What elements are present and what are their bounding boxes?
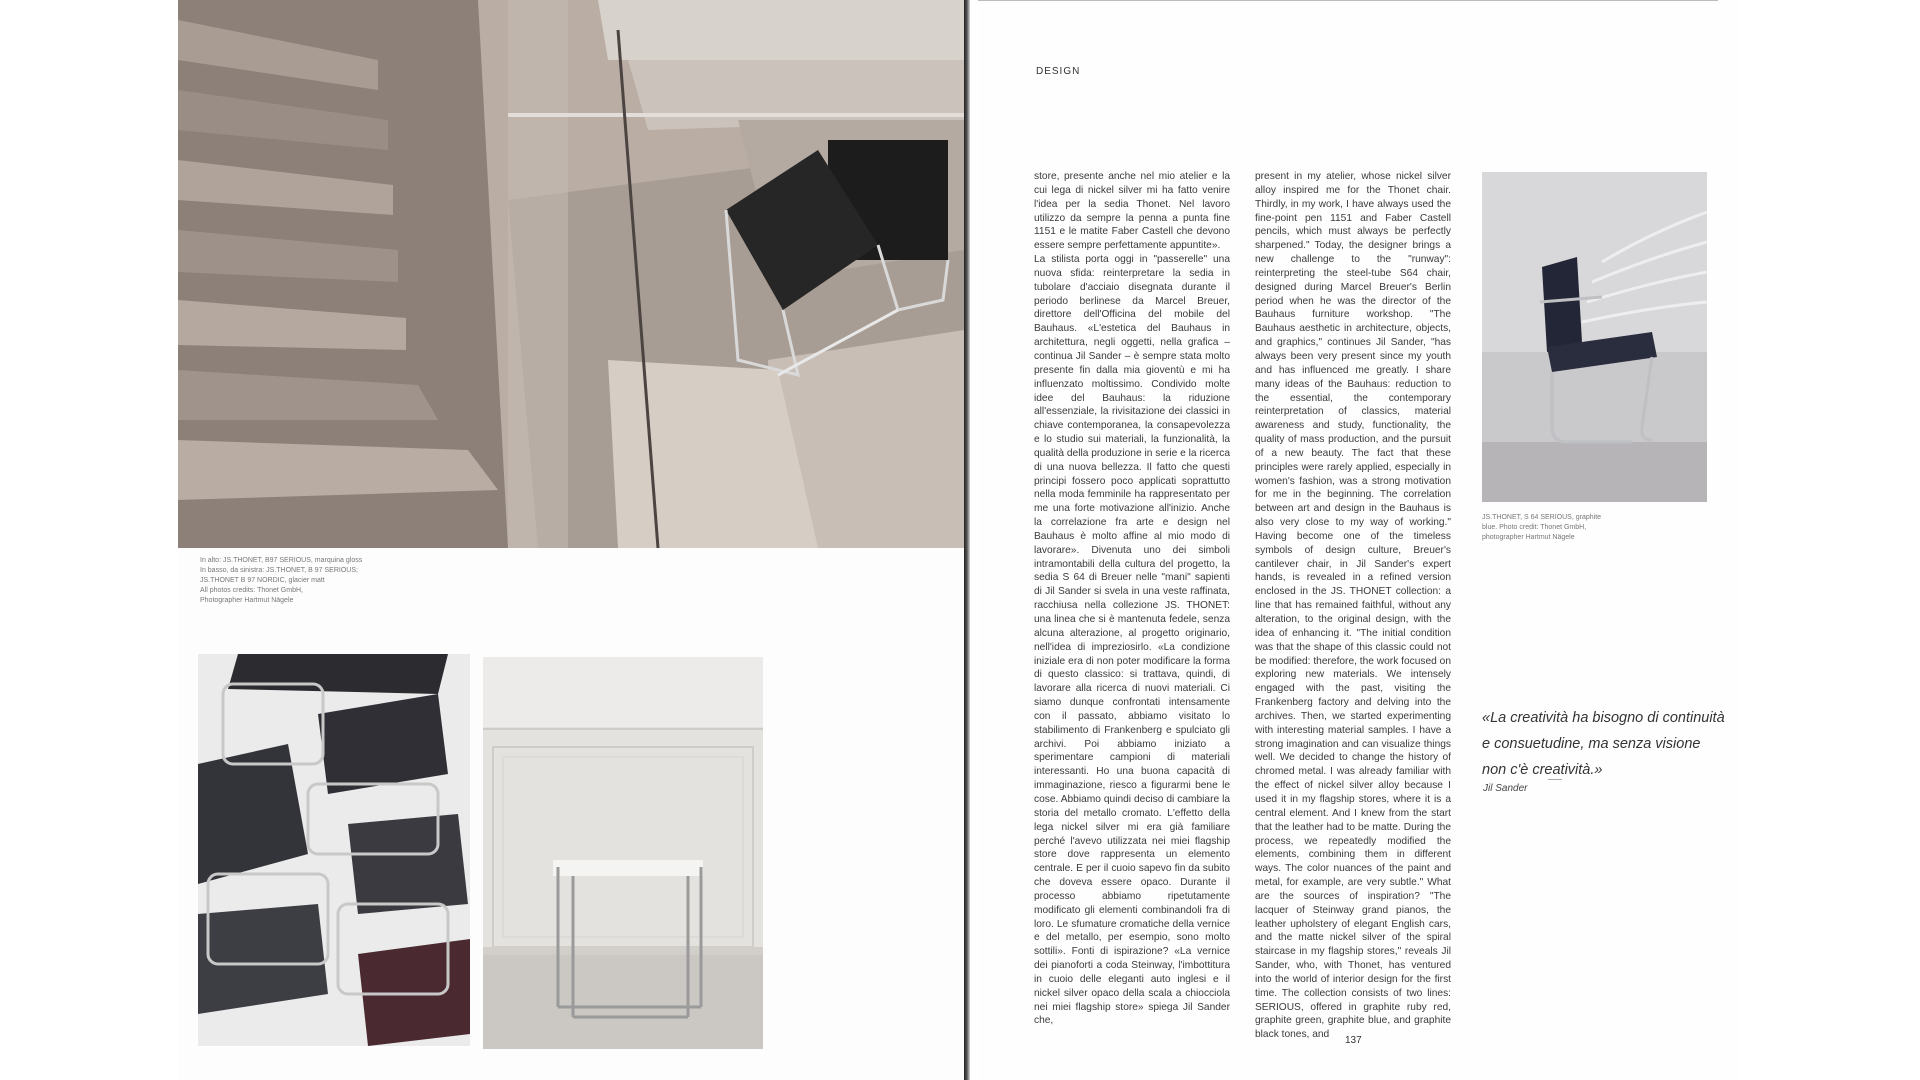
article-paragraph: La stilista porta oggi in "passerelle" una nuova sfida: reinterpretare la sedia in tubolare d'acciaio disegnata durante il periodo berlinese da Marcel Breuer, direttore dell'Officina del mobile del Bauhaus. «L'estetica del Bauhaus in architettura, negli oggetti, nella grafica – continua Jil Sander – è sempre stata molto presente fin dalla mia gioventù e mi ha influenzato moltissimo. Condivido molte idee del Bauhaus: la riduzione all'essenziale, la rivisitazione dei classici in chiave contemporanea, la consapevolezza e lo studio sui materiali, la funzionalità, la qualità della produzione in serie e la ricerca di una nuova bellezza. Il fatto che questi principi fossero poco applicati soprattutto nella moda femminile ha rappresentato per me una forte motivazione all'inizio. Anche la correlazione fra arte e design nel Bauhaus è molto affine al mio modo di lavorare». Divenuta uno dei simboli intramontabili della cultura del progetto, la sedia S 64 di Breuer nelle "mani" sapienti di Jil Sander si svela in una veste raffinata, racchiusa nella collezione JS. THONET: una linea che si è mantenuta fedele, senza alcuna alterazione, al progetto originario, nell'idea di impreziosirlo. «La condizione iniziale era di non poter modificare la forma di questo classico: si trattava, quindi, di lavorare alla ricerca di nuovi materiali. Ci siamo dunque confrontati intensamente con il passato, abbiamo visitato lo stabilimento di Frankenberg e spulciato gli archivi. Poi abbiamo iniziato a sperimentare campioni di materiali interessanti. Ho una buona capacità di immaginazione, riesco a figurarmi bene le cose. Abbiamo quindi deciso di cambiare la storia del metallo cromato. L'effetto della lega nickel silver mi era già familiare perché l'avevo utilizzata nei miei flagship store dove rappresenta un elemento centrale. E per il cuoio sapevo fin da subito che doveva essere opaco. Durante il processo abbiamo ripetutamente modificato gli elementi combinandoli fra di loro. Le sfumature cromatiche della vernice e del metallo, per esempio, sono molto sottili». Fonti di ispirazione? «La vernice dei pianoforti a coda Steinway, l'imbottitura in cuoio delle eleganti auto inglesi e il nickel silver opaco della scala a chiocciola nei miei flagship store» spiega Jil Sander che,	[1034, 254, 1230, 1027]
caption-line: All photos credits: Thonet GmbH,	[200, 587, 303, 594]
staircase-photo	[178, 0, 964, 548]
left-photo-caption	[200, 556, 362, 606]
pull-quote-line: e consuetudine, ma senza visione	[1482, 736, 1701, 752]
quote-divider	[1548, 779, 1562, 780]
s64-chair-photo	[1482, 172, 1707, 502]
page-number: 137	[1345, 1035, 1362, 1046]
top-rule	[978, 0, 1718, 1]
page-gutter	[964, 0, 970, 1080]
caption-line: In basso, da sinistra: JS.THONET, B 97 SERIOUS;	[200, 567, 358, 574]
section-label: DESIGN	[1036, 66, 1081, 77]
article-paragraph: store, presente anche nel mio atelier e la cui lega di nickel silver mi ha fatto venire l'idea per la sedia Thonet. Nel lavoro utilizzo da sempre la penna a punta fine 1151 e le matite Faber Castell che devono essere sempre perfettamente appuntite».	[1034, 171, 1230, 252]
quote-author: Jil Sander	[1483, 783, 1528, 794]
nordic-chair-photo	[483, 657, 763, 1049]
pull-quote	[1482, 705, 1732, 783]
article-column-english	[1255, 170, 1451, 1042]
right-photo-caption	[1482, 513, 1601, 543]
caption-line: In alto: JS.THONET, B97 SERIOUS, marquina gloss	[200, 557, 363, 564]
caption-line: Photographer Hartmut Nägele	[200, 597, 294, 604]
caption-line: JS.THONET B 97 NORDIC, glacier matt	[200, 577, 325, 584]
article-paragraph: present in my atelier, whose nickel silver alloy inspired me for the Thonet chair. Thirdly, in my work, I have always used the fine-point pen 1151 and Faber Castell pencils, which must always be perfectly sharpened." Today, the designer brings a new challenge to the "runway": reinterpreting the steel-tube S64 chair, designed during Marcel Breuer's Berlin period when he was the director of the Bauhaus furniture workshop. "The Bauhaus aesthetic in architecture, objects, and graphics," continues Jil Sander, "has always been very present since my youth and has influenced me greatly. I share many ideas of the Bauhaus: reduction to the essential, the contemporary reinterpretation of classics, material awareness and study, functionality, the quality of mass production, and the pursuit of a new beauty. The fact that these principles were rarely applied, especially in women's fashion, was a strong motivation for me in the beginning. The correlation between art and design in the Bauhaus is also very close to my way of working." Having become one of the timeless symbols of design culture, Breuer's cantilever chair, in Jil Sander's expert hands, is revealed in a refined version enclosed in the JS. THONET collection: a line that has remained faithful, without any alteration, to the original design, with the idea of enhancing it. "The initial condition was that the shape of this classic could not be modified: therefore, the work focused on exploring new materials. We intensely engaged with the past, visiting the Frankenberg factory and delving into the archives. Then, we started experimenting with interesting material samples. I have a strong imagination and can visualize things well. We decided to change the history of chromed metal. I was already familiar with the effect of nickel silver alloy because I used it in my flagship stores, where it is a central element. And I knew from the start that the leather had to be matte. During the process, we repeatedly modified the elements, combining them in different ways. The color nuances of the paint and metal, for example, are very subtle." What are the sources of inspiration? "The lacquer of Steinway grand pianos, the leather upholstery of elegant English cars, and the matte nickel silver of the spiral staircase in my flagship stores," reveals Jil Sander, who, with Thonet, has ventured into the world of interior design for the first time. The collection consists of two lines: SERIOUS, offered in graphite ruby red, graphite green, graphite blue, and graphite black tones, and	[1255, 171, 1451, 1041]
stacked-chairs-photo	[198, 654, 470, 1046]
caption-line: blue. Photo credit: Thonet GmbH,	[1482, 524, 1587, 531]
article-column-italian	[1034, 170, 1230, 1028]
pull-quote-line: «La creatività ha bisogno di continuità	[1482, 710, 1725, 726]
pull-quote-line: non c'è creatività.»	[1482, 762, 1603, 778]
caption-line: JS.THONET, S 64 SERIOUS, graphite	[1482, 514, 1602, 521]
caption-line: photographer Hartmut Nägele	[1482, 534, 1575, 541]
